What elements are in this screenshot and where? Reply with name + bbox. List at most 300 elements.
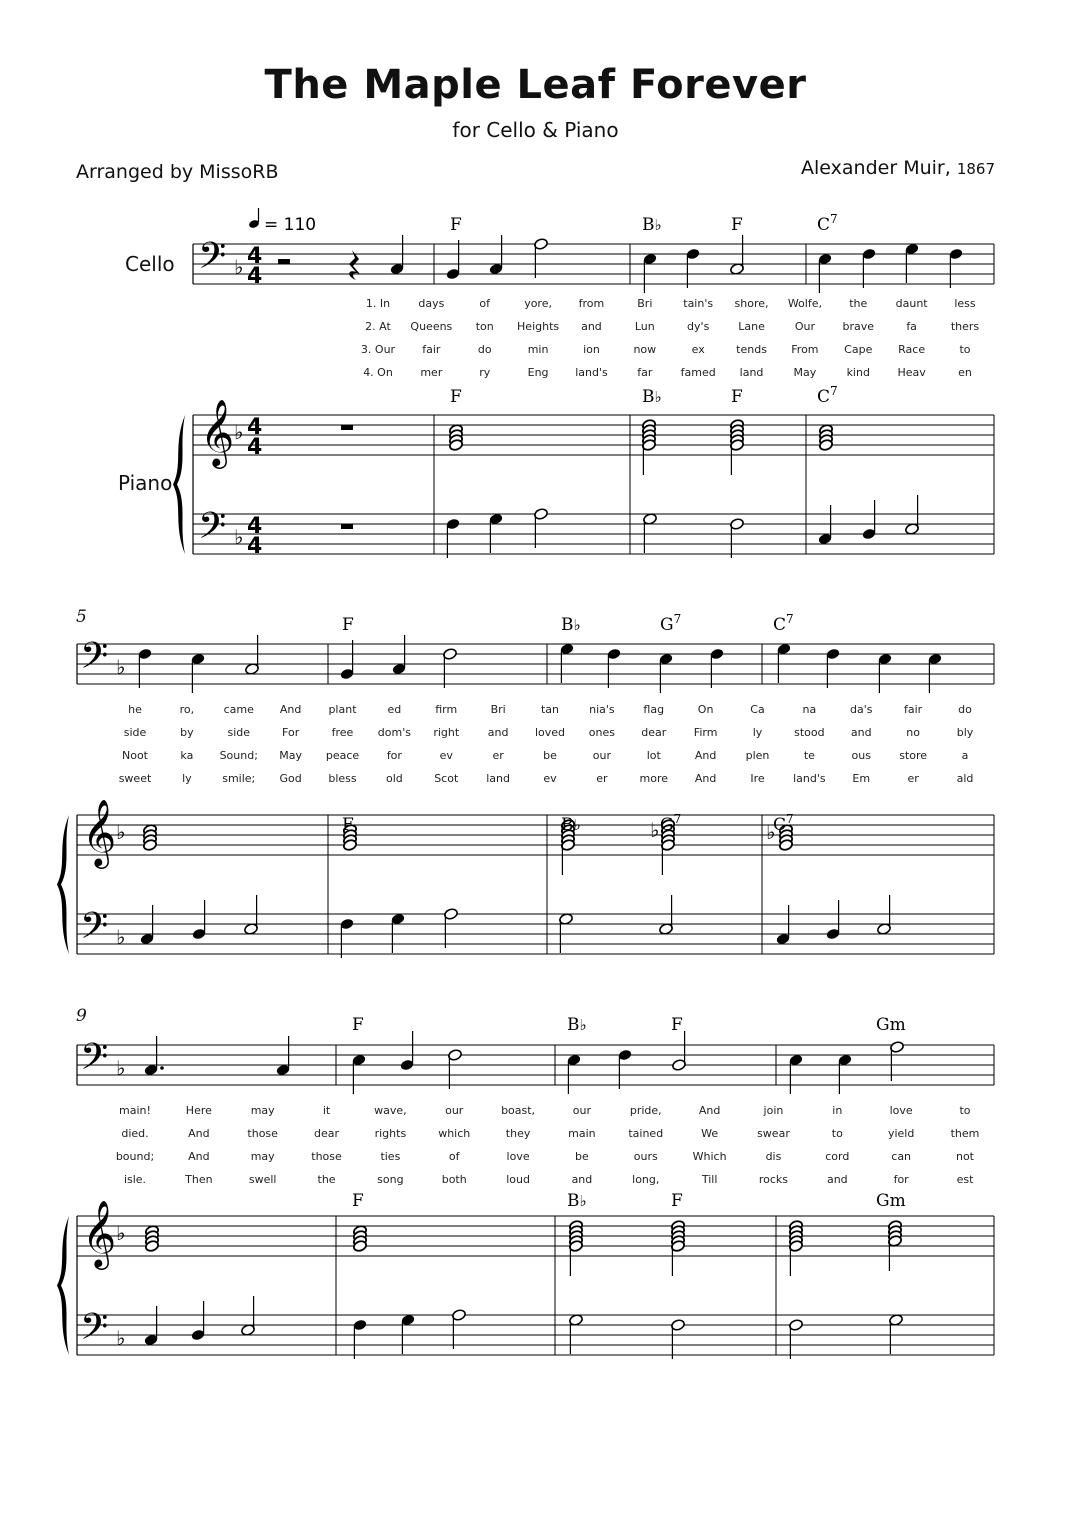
note: [789, 1319, 804, 1359]
note: [559, 913, 574, 953]
lyric-syllable: Noot: [121, 749, 149, 762]
piano-chord: [569, 1220, 584, 1276]
lyric-syllable: those: [311, 1150, 342, 1163]
lyric-syllable: est: [956, 1173, 974, 1186]
lyric-syllable: peace: [325, 749, 360, 762]
score-title: The Maple Leaf Forever: [264, 62, 807, 108]
lyric-syllable: Em: [852, 772, 871, 785]
lyric-syllable: died.: [121, 1127, 149, 1140]
lyric-syllable: a: [961, 749, 969, 762]
lyric-syllable: For: [282, 726, 300, 739]
lyric-syllable: love: [889, 1104, 913, 1117]
note: [618, 1049, 633, 1089]
lyric-syllable: our: [572, 1104, 592, 1117]
note: [818, 253, 833, 293]
lyric-syllable: ous: [851, 749, 871, 762]
bass-clef: 𝄢: [198, 235, 227, 286]
cello-staff: [77, 644, 994, 684]
lyric-syllable: 3. Our: [360, 343, 396, 356]
lyric-syllable: er: [596, 772, 608, 785]
note: [569, 1314, 584, 1354]
chord-symbol-piano: F: [731, 387, 743, 407]
note: [138, 648, 153, 688]
time-sig-top: 4: [247, 415, 263, 440]
note: [607, 648, 622, 688]
piano-brace: [57, 1216, 69, 1355]
note: [340, 918, 355, 958]
chord-symbol-piano: $G^7$: [660, 812, 682, 835]
lyric-syllable: kind: [846, 366, 870, 379]
lyric-syllable: firm: [435, 703, 458, 716]
lyric-syllable: thers: [950, 320, 980, 333]
lyric-syllable: land's: [575, 366, 608, 379]
lyric-syllable: isle.: [123, 1173, 147, 1186]
lyric-syllable: en: [958, 366, 972, 379]
note: [643, 253, 658, 293]
piano-treble-staff: [193, 415, 994, 455]
chord-symbol-piano: F: [342, 815, 354, 835]
lyric-syllable: Scot: [434, 772, 459, 785]
lyric-syllable: yield: [887, 1127, 915, 1140]
lyric-syllable: free: [331, 726, 354, 739]
note: [245, 635, 260, 675]
lyric-syllable: song: [377, 1173, 404, 1186]
lyric-syllable: and: [571, 1173, 593, 1186]
lyric-syllable: Then: [185, 1173, 213, 1186]
note: [730, 518, 745, 558]
lyric-syllable: God: [279, 772, 302, 785]
composer-name: Alexander Muir,: [801, 157, 951, 179]
tempo-text: = 110: [264, 215, 317, 235]
lyric-syllable: swear: [757, 1127, 790, 1140]
piano-chord: [642, 419, 657, 475]
lyric-syllable: Sound;: [219, 749, 258, 762]
note: [241, 1296, 256, 1336]
note: [140, 905, 155, 945]
lyric-syllable: land: [739, 366, 764, 379]
lyric-syllable: rocks: [758, 1173, 789, 1186]
note: [889, 1314, 904, 1354]
lyric-syllable: to: [831, 1127, 843, 1140]
lyric-syllable: May: [793, 366, 817, 379]
measure-number-9: 9: [76, 1006, 87, 1026]
lyric-syllable: lot: [646, 749, 661, 762]
note: [672, 1031, 687, 1071]
note: [877, 895, 892, 935]
chord-symbol-piano: B♭: [642, 387, 662, 407]
lyric-syllable: our: [592, 749, 611, 762]
lyric-syllable: Firm: [693, 726, 718, 739]
lyric-syllable: in: [832, 1104, 843, 1117]
lyric-syllable: 2. At: [365, 320, 391, 333]
lyric-syllable: our: [445, 1104, 464, 1117]
note: [659, 653, 674, 693]
chord-symbol-cello: F: [450, 215, 462, 235]
note: [489, 513, 504, 553]
note: [443, 648, 458, 688]
lyric-syllable: nia's: [589, 703, 615, 716]
time-signature: [247, 415, 262, 460]
lyric-syllable: do: [477, 343, 492, 356]
lyric-syllable: ev: [439, 749, 453, 762]
lyric-syllable: Bri: [637, 297, 653, 310]
lyric-syllable: ev: [543, 772, 557, 785]
dot: [160, 1066, 164, 1070]
lyric-syllable: to: [959, 1104, 971, 1117]
lyric-syllable: side: [227, 726, 251, 739]
piano-brace: [173, 415, 185, 554]
lyric-syllable: Heav: [897, 366, 926, 379]
chord-symbol-piano: F: [352, 1191, 364, 1211]
lyric-syllable: tends: [736, 343, 767, 356]
lyric-syllable: On: [697, 703, 714, 716]
lyric-syllable: fa: [906, 320, 917, 333]
bass-clef: 𝄢: [80, 1306, 109, 1357]
lyric-syllable: cord: [825, 1150, 850, 1163]
chord-symbol-piano: F: [671, 1191, 683, 1211]
note: [390, 235, 405, 275]
piano-chord: [449, 424, 464, 452]
lyric-syllable: dear: [641, 726, 667, 739]
lyric-syllable: pride,: [629, 1104, 662, 1117]
time-sig-top: 4: [247, 514, 263, 539]
piano-brace: [57, 815, 69, 954]
time-signature: [247, 514, 262, 559]
lyric-syllable: for: [893, 1173, 909, 1186]
lyric-syllable: which: [438, 1127, 471, 1140]
note: [448, 1049, 463, 1089]
chord-symbol-cello: F: [352, 1015, 364, 1035]
chord-symbol-piano: F: [450, 387, 462, 407]
key-signature-flat: ♭: [116, 1326, 126, 1350]
lyric-syllable: 1. In: [365, 297, 391, 310]
arranger-credit: Arranged by MissoRB: [76, 161, 279, 183]
note: [818, 505, 833, 545]
lyric-syllable: smile;: [222, 772, 256, 785]
note: [862, 248, 877, 288]
whole-rest: [341, 524, 353, 529]
note: [244, 895, 259, 935]
lyric-syllable: of: [479, 297, 491, 310]
note: [534, 238, 549, 278]
lyric-syllable: flag: [643, 703, 665, 716]
lyric-syllable: shore,: [734, 297, 769, 310]
lyric-syllable: wave,: [374, 1104, 407, 1117]
lyric-syllable: Till: [701, 1173, 718, 1186]
bass-clef: 𝄢: [198, 505, 227, 556]
lyric-syllable: Eng: [527, 366, 549, 379]
lyric-syllable: loved: [534, 726, 566, 739]
note: [392, 635, 407, 675]
treble-clef: 𝄞: [82, 798, 117, 866]
note: [144, 1036, 164, 1076]
lyric-syllable: And: [279, 703, 302, 716]
piano-treble-staff: [77, 1216, 994, 1256]
time-sig-bottom: 4: [247, 534, 263, 559]
lyric-syllable: min: [527, 343, 549, 356]
time-sig-bottom: 4: [247, 264, 263, 289]
half-rest: [278, 259, 290, 264]
lyric-syllable: brave: [842, 320, 875, 333]
lyric-syllable: be: [543, 749, 557, 762]
score-subtitle: for Cello & Piano: [452, 118, 619, 142]
lyric-syllable: and: [487, 726, 509, 739]
lyric-syllable: ly: [752, 726, 763, 739]
flat-sign: ♭: [766, 820, 776, 844]
note: [659, 895, 674, 935]
lyric-syllable: both: [441, 1173, 467, 1186]
bass-clef: 𝄢: [80, 1036, 109, 1087]
note: [446, 240, 461, 280]
note: [710, 648, 725, 688]
note: [905, 243, 920, 283]
bass-clef: 𝄢: [80, 905, 109, 956]
tempo-marking: [248, 208, 316, 235]
chord-symbol-piano: B♭: [567, 1191, 587, 1211]
lyric-syllable: it: [322, 1104, 331, 1117]
chord-symbol-cello: B♭: [561, 615, 581, 635]
lyric-syllable: be: [575, 1150, 589, 1163]
chord-symbol-cello: B♭: [642, 215, 662, 235]
chord-symbol-piano: $C^7$: [817, 384, 838, 407]
note: [643, 513, 658, 553]
lyric-syllable: dy's: [687, 320, 710, 333]
lyric-syllable: tain's: [683, 297, 714, 310]
lyric-syllable: swell: [248, 1173, 277, 1186]
note: [400, 1031, 415, 1071]
note: [789, 1054, 804, 1094]
lyrics: [116, 297, 980, 1186]
note: [776, 905, 791, 945]
lyric-syllable: We: [701, 1127, 719, 1140]
note: [192, 900, 207, 940]
piano-chord: [819, 424, 834, 452]
chord-symbols: [342, 212, 906, 1211]
key-signature-flat: ♭: [116, 925, 126, 949]
lyric-syllable: ex: [691, 343, 705, 356]
lyric-syllable: love: [506, 1150, 530, 1163]
note: [567, 1054, 582, 1094]
lyric-syllable: Bri: [490, 703, 506, 716]
lyric-syllable: ald: [956, 772, 974, 785]
note: [144, 1306, 159, 1346]
lyric-syllable: fair: [904, 703, 923, 716]
lyric-syllable: dis: [765, 1150, 782, 1163]
lyric-syllable: plant: [328, 703, 357, 716]
time-sig-bottom: 4: [247, 435, 263, 460]
note: [686, 248, 701, 288]
key-signature-flat: ♭: [116, 1056, 126, 1080]
note: [878, 653, 893, 693]
lyric-syllable: join: [763, 1104, 784, 1117]
time-signature: [247, 244, 262, 289]
lyric-syllable: rights: [374, 1127, 407, 1140]
lyric-syllable: Race: [898, 343, 926, 356]
lyric-syllable: and: [581, 320, 602, 333]
lyric-syllable: mer: [420, 366, 443, 379]
lyric-syllable: ties: [380, 1150, 401, 1163]
treble-clef: 𝄞: [82, 1199, 117, 1267]
lyric-syllable: old: [385, 772, 403, 785]
lyric-syllable: Here: [185, 1104, 212, 1117]
lyric-syllable: Lane: [738, 320, 765, 333]
lyric-syllable: by: [180, 726, 194, 739]
lyric-syllable: Lun: [634, 320, 655, 333]
note: [401, 1314, 416, 1354]
note: [671, 1319, 686, 1359]
lyric-syllable: store: [899, 749, 928, 762]
lyric-syllable: fair: [422, 343, 441, 356]
note: [391, 913, 406, 953]
note: [777, 643, 792, 683]
chord-symbol-piano: Gm: [876, 1191, 906, 1211]
piano-chord: [143, 824, 158, 852]
staves: [57, 235, 994, 1357]
lyric-syllable: and: [850, 726, 872, 739]
instrument-label-cello: Cello: [125, 252, 175, 276]
lyric-syllable: plen: [745, 749, 770, 762]
lyric-syllable: er: [492, 749, 504, 762]
lyric-syllable: te: [803, 749, 815, 762]
lyric-syllable: land: [486, 772, 511, 785]
lyric-syllable: right: [433, 726, 460, 739]
lyric-syllable: not: [955, 1150, 975, 1163]
lyric-syllable: yore,: [524, 297, 552, 310]
piano-chord: [789, 1220, 804, 1276]
lyric-syllable: land's: [793, 772, 826, 785]
lyric-syllable: bound;: [115, 1150, 155, 1163]
lyric-syllable: boast,: [501, 1104, 536, 1117]
lyric-syllable: more: [639, 772, 668, 785]
piano-bass-staff: [77, 914, 994, 954]
lyric-syllable: Our: [794, 320, 815, 333]
lyric-syllable: sweet: [118, 772, 152, 785]
lyric-syllable: tan: [540, 703, 560, 716]
lyric-syllable: bly: [956, 726, 974, 739]
lyric-syllable: er: [907, 772, 919, 785]
lyric-syllable: now: [633, 343, 657, 356]
lyric-syllable: na: [802, 703, 817, 716]
lyric-syllable: do: [958, 703, 972, 716]
chord-symbol-piano: B♭: [561, 815, 581, 835]
instrument-label-piano: Piano: [118, 471, 173, 495]
lyric-syllable: famed: [680, 366, 716, 379]
lyric-syllable: Ire: [750, 772, 765, 785]
lyric-syllable: main!: [119, 1104, 151, 1117]
lyric-syllable: from: [578, 297, 605, 310]
lyric-syllable: And: [698, 1104, 721, 1117]
lyric-syllable: may: [250, 1104, 275, 1117]
natural-sign: ♭: [650, 818, 660, 842]
note: [862, 500, 877, 540]
chord-symbol-cello: B♭: [567, 1015, 587, 1035]
note: [446, 518, 461, 558]
cello-staff: [193, 244, 994, 284]
lyric-syllable: ion: [583, 343, 600, 356]
note: [826, 648, 841, 688]
lyric-syllable: And: [694, 749, 717, 762]
chord-symbol-cello: F: [731, 215, 743, 235]
lyric-syllable: the: [849, 297, 868, 310]
lyric-syllable: ka: [180, 749, 194, 762]
notes: [116, 235, 963, 1359]
piano-chord: [671, 1220, 686, 1276]
lyric-syllable: came: [223, 703, 254, 716]
lyric-syllable: for: [386, 749, 402, 762]
note: [340, 640, 355, 680]
cello-staff: [77, 1045, 994, 1085]
lyric-syllable: And: [694, 772, 717, 785]
lyric-syllable: ours: [633, 1150, 658, 1163]
lyric-syllable: may: [250, 1150, 275, 1163]
lyric-syllable: And: [188, 1127, 210, 1140]
chord-symbol-cello: Gm: [876, 1015, 906, 1035]
note: [534, 508, 549, 548]
lyric-syllable: side: [123, 726, 147, 739]
chord-symbol-cello: F: [671, 1015, 683, 1035]
lyric-syllable: Heights: [517, 320, 560, 333]
lyric-syllable: they: [505, 1127, 531, 1140]
lyric-syllable: Ca: [750, 703, 765, 716]
lyric-syllable: he: [128, 703, 142, 716]
lyric-syllable: loud: [506, 1173, 530, 1186]
lyric-syllable: those: [247, 1127, 278, 1140]
piano-treble-staff: [77, 815, 994, 855]
lyric-syllable: dom's: [377, 726, 411, 739]
lyric-syllable: From: [791, 343, 819, 356]
time-sig-top: 4: [247, 244, 263, 269]
piano-bass-staff: [77, 1315, 994, 1355]
piano-chord: [353, 1225, 368, 1253]
lyric-syllable: ed: [387, 703, 402, 716]
lyric-syllable: can: [891, 1150, 912, 1163]
note: [444, 908, 459, 948]
lyric-syllable: ones: [588, 726, 615, 739]
treble-clef: 𝄞: [200, 398, 235, 466]
note: [352, 1054, 367, 1094]
chord-symbol-cello: $C^7$: [817, 212, 838, 235]
key-signature-flat: ♭: [234, 255, 244, 279]
lyric-syllable: ly: [182, 772, 192, 785]
key-signature-flat: ♭: [116, 820, 126, 844]
note: [730, 235, 745, 275]
lyric-syllable: Queens: [410, 320, 453, 333]
lyric-syllable: tained: [628, 1127, 664, 1140]
lyric-syllable: daunt: [895, 297, 928, 310]
lyric-syllable: less: [954, 297, 976, 310]
key-signature-flat: ♭: [234, 525, 244, 549]
chord-symbol-piano: $C^7$: [773, 812, 794, 835]
note: [826, 900, 841, 940]
piano-chord: [145, 1225, 160, 1253]
lyric-syllable: ry: [479, 366, 491, 379]
note: [276, 1036, 291, 1076]
lyric-syllable: Wolfe,: [787, 297, 822, 310]
chord-symbol-cello: F: [342, 615, 354, 635]
note: [353, 1319, 368, 1359]
note: [452, 1309, 467, 1349]
chord-symbol-cello: $C^7$: [773, 612, 794, 635]
lyric-syllable: ro,: [179, 703, 195, 716]
note: [949, 248, 964, 288]
key-signature-flat: ♭: [116, 1221, 126, 1245]
whole-rest: [341, 425, 353, 430]
note: [928, 653, 943, 693]
note: [191, 653, 206, 693]
note: [560, 643, 575, 683]
piano-chord: [888, 1220, 903, 1271]
note: [191, 1301, 206, 1341]
